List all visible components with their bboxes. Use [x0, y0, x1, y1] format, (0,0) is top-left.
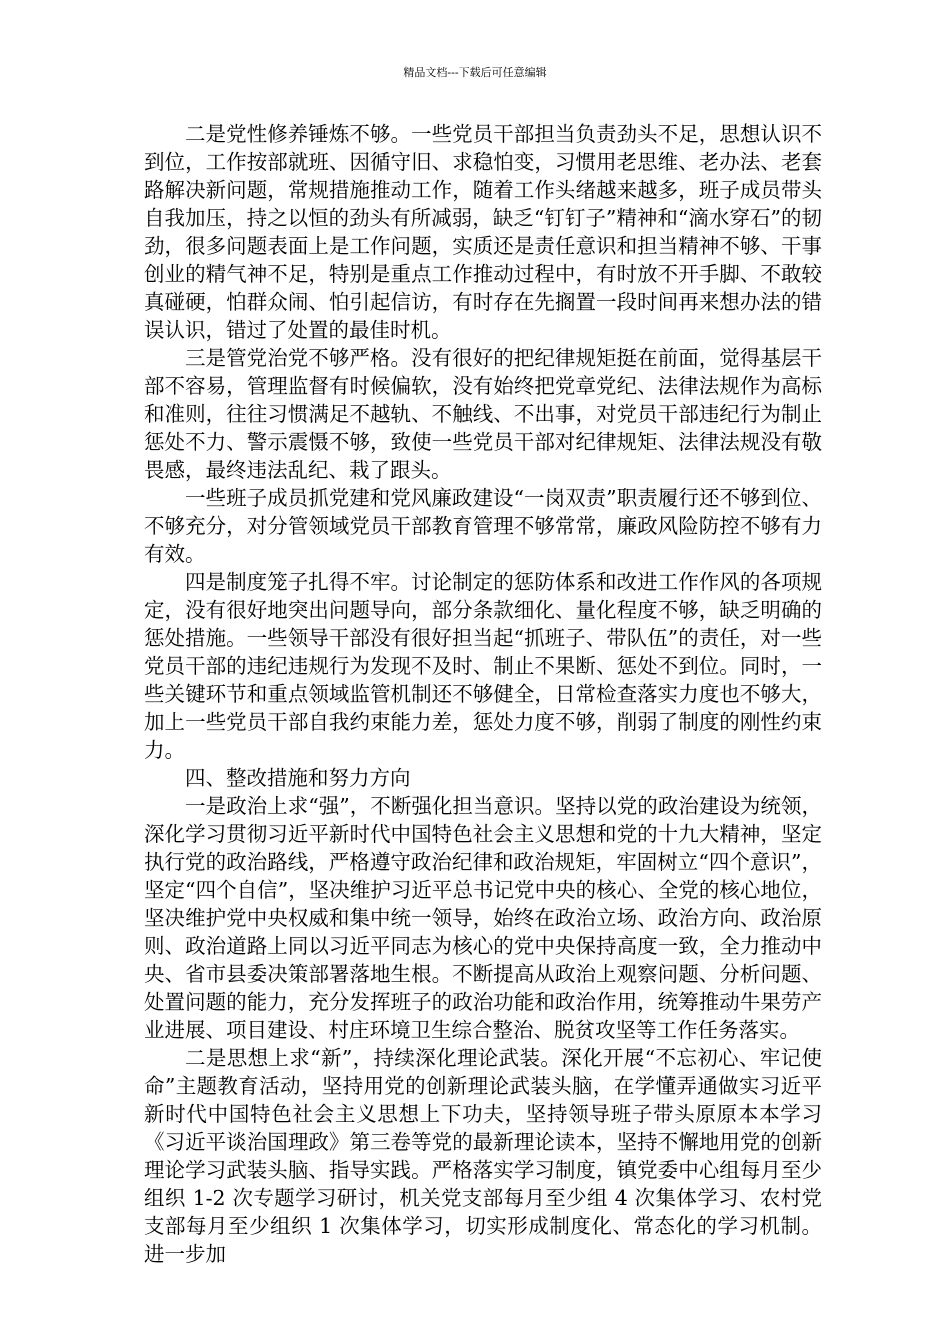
- paragraph-dual-responsibility: 一些班子成员抓党建和党风廉政建设“一岗双责”职责履行还不够到位、不够充分，对分管领域党员干部教育管理不够常常，廉政风险防控不够有力有效。: [144, 486, 822, 566]
- paragraph-party-spirit: 二是党性修养锤炼不够。一些党员干部担当负责劲头不足，思想认识不到位，工作按部就班、因循守旧、求稳怕变，习惯用老思维、老办法、老套路解决新问题，常规措施推动工作，随着工作头绪越来越多，班子成员带头自我加压，持之以恒的劲头有所减弱，缺乏“钉钉子”精神和“滴水穿石”的韧劲，很多问题表面上是工作问题，实质还是责任意识和担当精神不够、干事创业的精气神不足，特别是重点工作推动过程中，有时放不开手脚、不敢较真碰硬，怕群众闹、怕引起信访，有时存在先搁置一段时间再来想办法的错误认识，错过了处置的最佳时机。: [144, 122, 822, 342]
- paragraph-political-strength: 一是政治上求“强”，不断强化担当意识。坚持以党的政治建设为统领，深化学习贯彻习近平新时代中国特色社会主义思想和党的十九大精神，坚定执行党的政治路线，严格遵守政治纪律和政治规矩，牢固树立“四个意识”，坚定“四个自信”，坚决维护习近平总书记党中央的核心、全党的核心地位，坚决维护党中央权威和集中统一领导，始终在政治立场、政治方向、政治原则、政治道路上同以习近平同志为核心的党中央保持高度一致，全力推动中央、省市县委决策部署落地生根。不断提高从政治上观察问题、分析问题、处置问题的能力，充分发挥班子的政治功能和政治作用，统筹推动牛果劳产业进展、项目建设、村庄环境卫生综合整治、脱贫攻坚等工作任务落实。: [144, 794, 822, 1042]
- paragraph-ideological-innovation: 二是思想上求“新”，持续深化理论武装。深化开展“不忘初心、牢记使命”主题教育活动，坚持用党的创新理论武装头脑，在学懂弄通做实习近平新时代中国特色社会主义思想上下功夫，坚持领导班子带头原原本本学习《习近平谈治国理政》第三卷等党的最新理论读本，坚持不懈地用党的创新理论学习武装头脑、指导实践。严格落实学习制度，镇党委中心组每月至少组织 1-2 次专题学习研讨，机关党支部每月至少组 4 次集体学习、农村党支部每月至少组织 1 次集体学习，切实形成制度化、常态化的学习机制。进一步加: [144, 1046, 822, 1266]
- document-body: [144, 120, 822, 1268]
- paragraph-party-governance: 三是管党治党不够严格。没有很好的把纪律规矩挺在前面，觉得基层干部不容易，管理监督有时候偏软，没有始终把党章党纪、法律法规作为高标和准则，往往习惯满足不越轨、不触线、不出事，对党员干部违纪行为制止惩处不力、警示震慑不够，致使一些党员干部对纪律规矩、法律法规没有敬畏感，最终违法乱纪、栽了跟头。: [144, 346, 822, 482]
- paragraph-institutional-cage: 四是制度笼子扎得不牢。讨论制定的惩防体系和改进工作作风的各项规定，没有很好地突出问题导向，部分条款细化、量化程度不够，缺乏明确的惩处措施。一些领导干部没有很好担当起“抓班子、带队伍”的责任，对一些党员干部的违纪违规行为发现不及时、制止不果断、惩处不到位。同时，一些关键环节和重点领域监管机制还不够健全，日常检查落实力度也不够大，加上一些党员干部自我约束能力差，惩处力度不够，削弱了制度的刚性约束力。: [144, 570, 822, 762]
- section-heading-rectification: 四、整改措施和努力方向: [185, 766, 411, 790]
- page-header: 精品文档---下载后可任意编辑: [403, 66, 547, 79]
